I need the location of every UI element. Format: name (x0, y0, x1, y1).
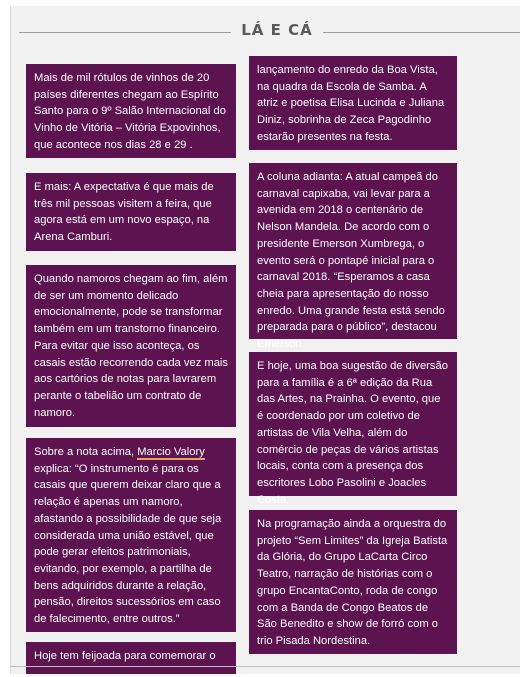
news-card (249, 163, 457, 351)
news-card-text: E mais: A expectativa é que mais de três mil pessoas visitem a feira, que agora está em um novo espaço, na Arena Camburi. (34, 181, 214, 244)
news-card-text: lançamento do enredo da Boa Vista, na quadra da Escola de Samba. A atriz e poetisa Elisa Lucinda e Juliana Diniz, sobrinha de Zeca Pagodinho estarão presentes na festa. (257, 64, 445, 143)
news-card-text: Na programação ainda a orquestra do projeto “Sem Limites” da Igreja Batista da Glória, do Grupo LaCarta Circo Teatro, narração de histórias com o grupo EncantaConto, roda de congo com a Banda de Congo Beatos de São Benedito e show de forró com o trio Pisada Nordestina. (257, 518, 448, 647)
news-card-text-end: explica: “O instrumento é para os casais que querem deixar claro que a relação é apenas um namoro, afastando a possibilidade de que seja considerada uma união estável, que pode gerar efeitos patrimoniais, evitando, por exemplo, a partilha de bens adquiridos durante a relação, pensão, direitos sucessórios em caso de falecimento, entre outros.” (34, 462, 222, 626)
news-card-text: Mais de mil rótulos de vinhos de 20 países diferentes chegam ao Espírito Santo para o 9º Salão Internacional do Vinho de Vitória – Vitória Expovinhos, que acontece nos dias 28 e 29 . (34, 72, 226, 151)
news-card (249, 510, 457, 654)
news-card-text (34, 444, 228, 628)
news-card-text: Quando namoros chegam ao fim, além de ser um momento delicado emocionalmente, pode se transformar também em um transtorno financeiro. Para evitar que isso aconteça, os casais estão recorrendo cada vez mais aos cartórios de notas para lavrarem perante o tabelião um contrato de namoro. (34, 273, 229, 419)
news-card (26, 438, 236, 632)
news-card-text: A coluna adianta: A atual campeã do carnaval capixaba, vai levar para a avenida em 2018 o centenário de Nelson Mandela. De acordo com o presidente Emerson Xumbrega, o evento será o pontapé inicial para o carnaval 2018. “Esperamos a casa cheia para apresentação do nosso enredo. Uma grande festa está sendo preparada para o público”, destacou Emerson. (257, 171, 445, 351)
news-card-text-start: Sobre a nota acima, (34, 446, 138, 458)
news-card (26, 64, 236, 158)
news-card (26, 173, 236, 251)
header-rule-left (19, 32, 231, 33)
news-card (26, 642, 236, 674)
news-card (249, 56, 457, 150)
header-rule-right (323, 32, 520, 33)
column-section (10, 6, 520, 674)
bottom-divider (11, 666, 520, 667)
news-card (26, 265, 236, 427)
section-header (11, 6, 520, 58)
section-title: LÁ E CÁ (241, 21, 313, 39)
news-card-text: E hoje, uma boa sugestão de diversão para a família é a 6ª edição da Rua das Artes, na Prainha. O evento, que é coordenado por um coletivo de artistas de Vila Velha, além do comércio de peças de vários artistas locais, conta com a presença dos escritores Lobo Pasolini e Joacles Costa. (257, 360, 448, 506)
author-link[interactable]: Marcio Valory (137, 446, 205, 458)
news-card (249, 352, 457, 506)
news-card-text: Hoje tem feijoada para comemorar o (34, 650, 216, 662)
